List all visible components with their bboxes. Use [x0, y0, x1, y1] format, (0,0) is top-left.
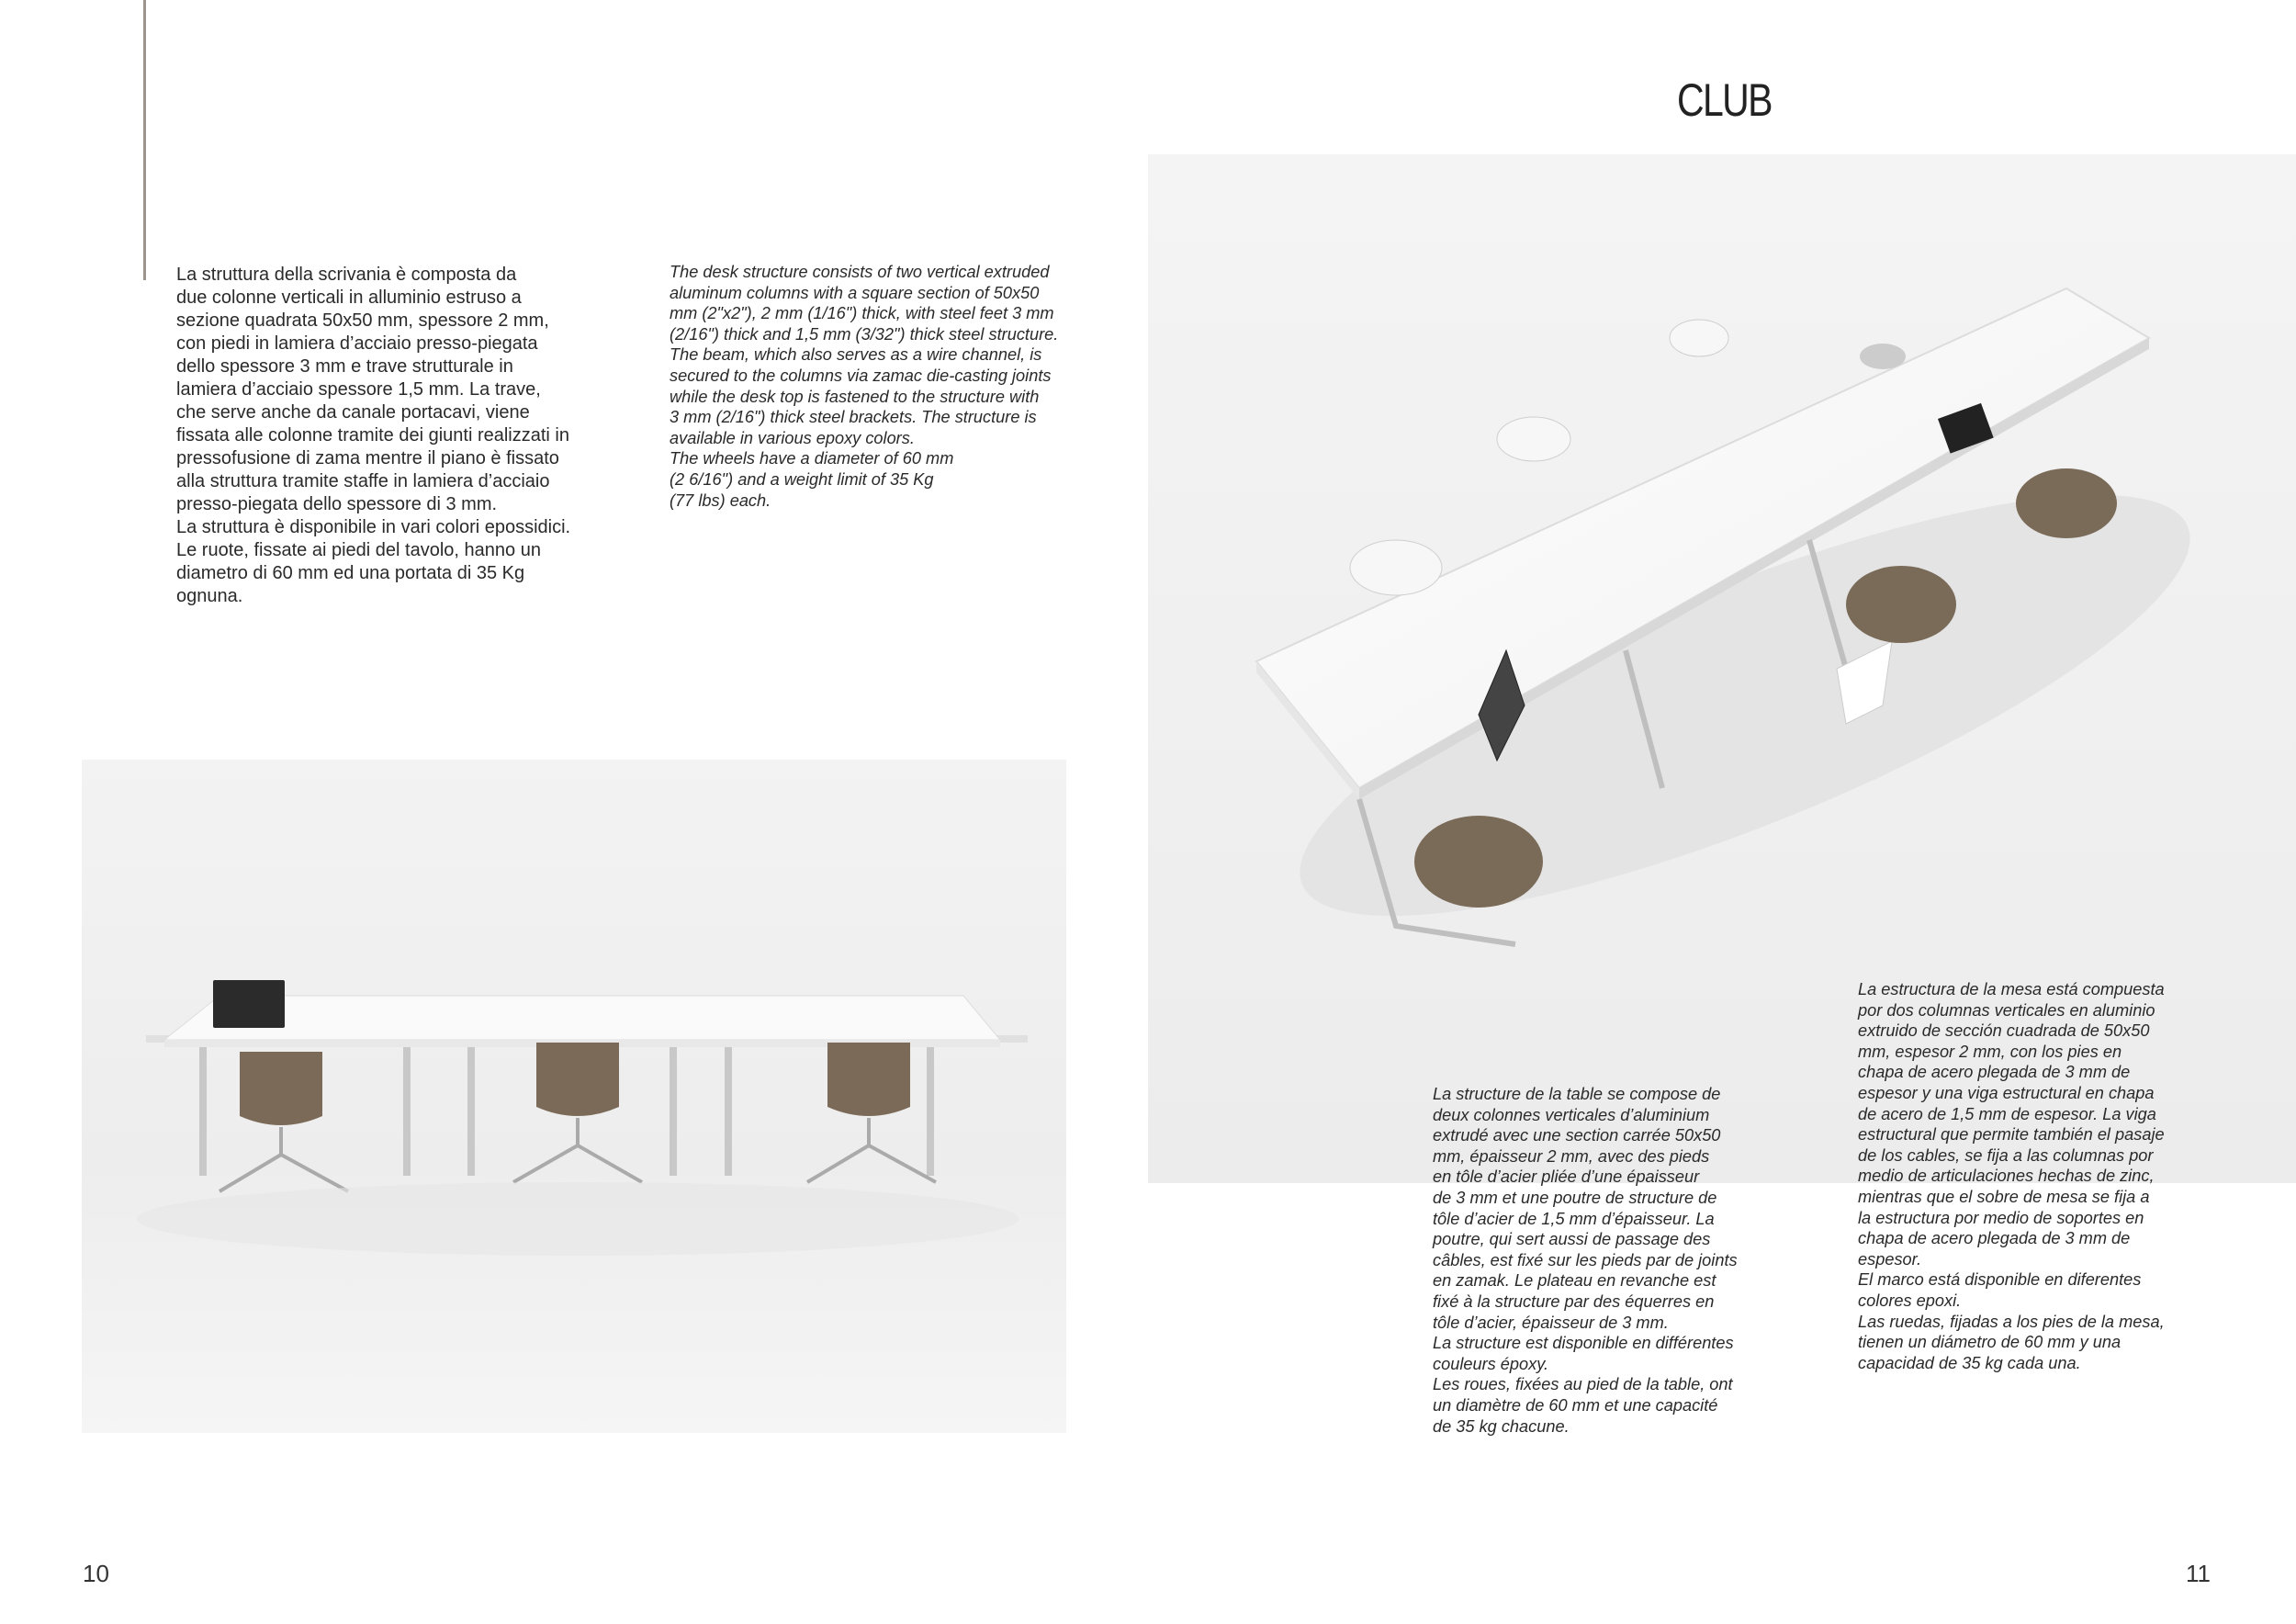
club-logo [1677, 73, 1772, 126]
page-number-left: 10 [83, 1560, 109, 1587]
product-photo-front-view [82, 760, 1066, 1433]
margin-rule [143, 0, 146, 280]
description-italian: La struttura della scrivania è composta da due colonne verticali in alluminio estruso a sezione quadrata 50x50 mm, spessore 2 mm, con piedi in lamiera d’acciaio presso-piegata dello spessore 3 mm e trave strutturale in lamiera d’acciaio spessore 1,5 mm. La trave, che serve anche da canale portacavi, viene fissata alle colonne tramite dei giunti realizzati in pressofusione di zama mentre il piano è fissato alla struttura tramite staffe in lamiera d’acciaio presso-piegata dello spessore di 3 mm. La struttura è disponibile in vari colori epossidici. Le ruote, fissate ai piedi del tavolo, hanno un diametro di 60 mm ed una portata di 35 Kg ognuna. [176, 265, 571, 606]
page-number-right: 11 [2186, 1560, 2211, 1587]
description-english: The desk structure consists of two vertical extruded aluminum columns with a square section of 50x50 mm (2"x2"), 2 mm (1/16") thick, with steel feet 3 mm (2/16") thick and 1,5 mm (3/32") thick steel structure. The beam, which also serves as a wire channel, is secured to the columns via zamac die-casting joints while the desk top is fastened to the structure with 3 mm (2/16") thick steel brackets. The structure is available in various epoxy colors. The wheels have a diameter of 60 mm (2 6/16") and a weight limit of 35 Kg (77 lbs) each. [670, 263, 1059, 510]
description-spanish: La estructura de la mesa está compuesta por dos columnas verticales en aluminio extruido de sección cuadrada de 50x50 mm, espesor 2 mm, con los pies en chapa de acero plegada de 3 mm de espesor y una viga estructural en chapa de acero de 1,5 mm de espesor. La viga estructural que permite también el pasaje de los cables, se fija a las columnas por medio de articulaciones hechas de zinc, mientras que el sobre de mesa se fija a la estructura por medio de soportes en chapa de acero plegada de 3 mm de espesor. El marco está disponible en diferentes colores epoxi. Las ruedas, fijadas a los pies de la mesa, tienen un diámetro de 60 mm y una capacidad de 35 kg cada una. [1858, 980, 2165, 1372]
table-render-front [82, 760, 1066, 1433]
logo-text: CLUB [1677, 74, 1772, 126]
description-french: La structure de la table se compose de deux colonnes verticales d’aluminium extrudé avec une section carrée 50x50 mm, épaisseur 2 mm, avec des pieds en tôle d’acier pliée d’une épaisseur de 3 mm et une poutre de structure de tôle d’acier de 1,5 mm d’épaisseur. La poutre, qui sert aussi de passage des câbles, est fixé sur les pieds par de joints en zamak. Le plateau en revanche est fixé à la structure par des équerres en tôle d’acier, épaisseur de 3 mm. La structure est disponible en différentes couleurs époxy. Les roues, fixées au pied de la table, ont un diamètre de 60 mm et une capacité de 35 kg chacune. [1433, 1085, 1738, 1436]
